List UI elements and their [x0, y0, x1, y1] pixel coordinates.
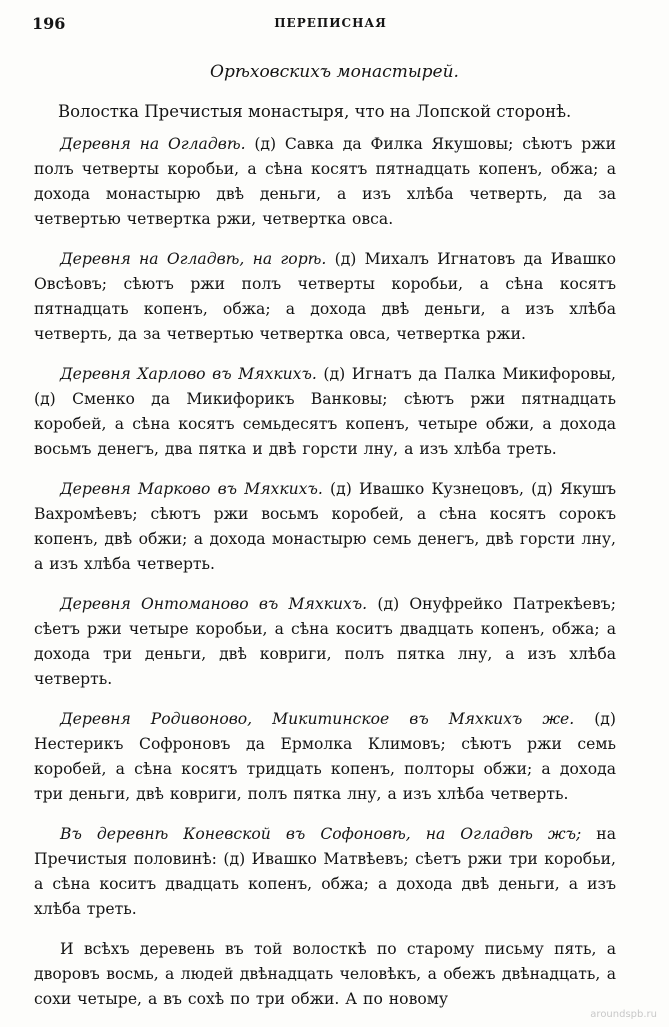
paragraph-text: (д) Савка да Филка Якушовы; сѣютъ ржи полъ четверты коробьи, а сѣна косятъ пятнадцать копенъ, обжа; а дохода монастырю двѣ деньги, а изъ хлѣба четверть, да за четвертью четвертка ржи, четвертка овса. — [34, 135, 616, 228]
paragraph-lead: Деревня на Огладвѣ, на горѣ. — [60, 250, 327, 268]
paragraph — [34, 707, 616, 807]
section-title: Орѣховскихъ монастырей. — [210, 62, 459, 82]
paragraph-text: (д) Игнатъ да Палка Микифоровы, (д) Сменко да Микифорикъ Ванковы; сѣютъ ржи пятнадцать коробей, а сѣна косятъ семьдесятъ копенъ, четыре обжи, а дохода восьмъ денегъ, два пятка и двѣ горсти лну, а изъ хлѣба треть. — [34, 365, 616, 458]
paragraph-text: И всѣхъ деревень въ той волосткѣ по старому письму пять, а дворовъ восмь, а людей двѣнадцать человѣкъ, а обежъ двѣнадцать, а сохи четыре, а въ сохѣ по три обжи. А по новому — [34, 940, 616, 1008]
paragraph — [34, 822, 616, 922]
paragraph — [34, 362, 616, 462]
paragraph-lead: Деревня на Огладвѣ. — [60, 135, 246, 153]
watermark: aroundspb.ru — [590, 1009, 657, 1020]
paragraph-lead: Деревня Онтоманово въ Мяхкихъ. — [60, 595, 368, 613]
paragraph — [34, 247, 616, 347]
paragraph — [34, 592, 616, 692]
paragraph-lead: Въ деревнѣ Коневской въ Софоновѣ, на Огладвѣ жъ; — [60, 825, 582, 843]
paragraph-text: на Пречистыя половинѣ: (д) Ивашко Матвѣевъ; сѣетъ ржи три коробьи, а сѣна коситъ двадцать копенъ, обжа; а дохода двѣ деньги, а изъ хлѣба треть. — [34, 825, 616, 918]
paragraph — [34, 477, 616, 577]
paragraph-text: (д) Нестерикъ Софроновъ да Ермолка Климовъ; сѣютъ ржи семь коробей, а сѣна косятъ тридцать копенъ, полторы обжи; а дохода три деньги, двѣ ковриги, полъ пятка лну, а изъ хлѣба четверть. — [34, 710, 616, 803]
paragraph-text: (д) Михалъ Игнатовъ да Ивашко Овсѣовъ; сѣютъ ржи полъ четверты коробьи, а сѣна косятъ пятнадцать копенъ, обжа; а дохода двѣ деньги, а изъ хлѣба четверть, да за четвертью четвертка овса, четвертка ржи. — [34, 250, 616, 343]
paragraph-lead: Деревня Харлово въ Мяхкихъ. — [60, 365, 317, 383]
section-subtitle: Волостка Пречистыя монастыря, что на Лопской сторонѣ. — [58, 102, 572, 121]
paragraph-lead: Деревня Родивоново, Микитинское въ Мяхкихъ же. — [60, 710, 575, 728]
paragraph-text: (д) Ивашко Кузнецовъ, (д) Якушъ Вахромѣевъ; сѣютъ ржи восьмъ коробей, а сѣна косятъ сорокъ копенъ, двѣ обжи; а дохода монастырю семь денегъ, двѣ горсти лну, а изъ хлѣба четверть. — [34, 480, 616, 573]
paragraph-text: (д) Онуфрейко Патрекѣевъ; сѣетъ ржи четыре коробьи, а сѣна коситъ двадцать копенъ, обжа; а дохода три деньги, двѣ ковриги, полъ пятка лну, а изъ хлѣба четверть. — [34, 595, 616, 688]
running-head: ПЕРЕПИСНАЯ — [274, 16, 387, 30]
page-header — [32, 14, 629, 38]
paragraph-lead: Деревня Марково въ Мяхкихъ. — [60, 480, 323, 498]
paragraph — [34, 937, 616, 1012]
page-body — [34, 132, 616, 1027]
paragraph — [34, 132, 616, 232]
page-number: 196 — [32, 14, 66, 33]
